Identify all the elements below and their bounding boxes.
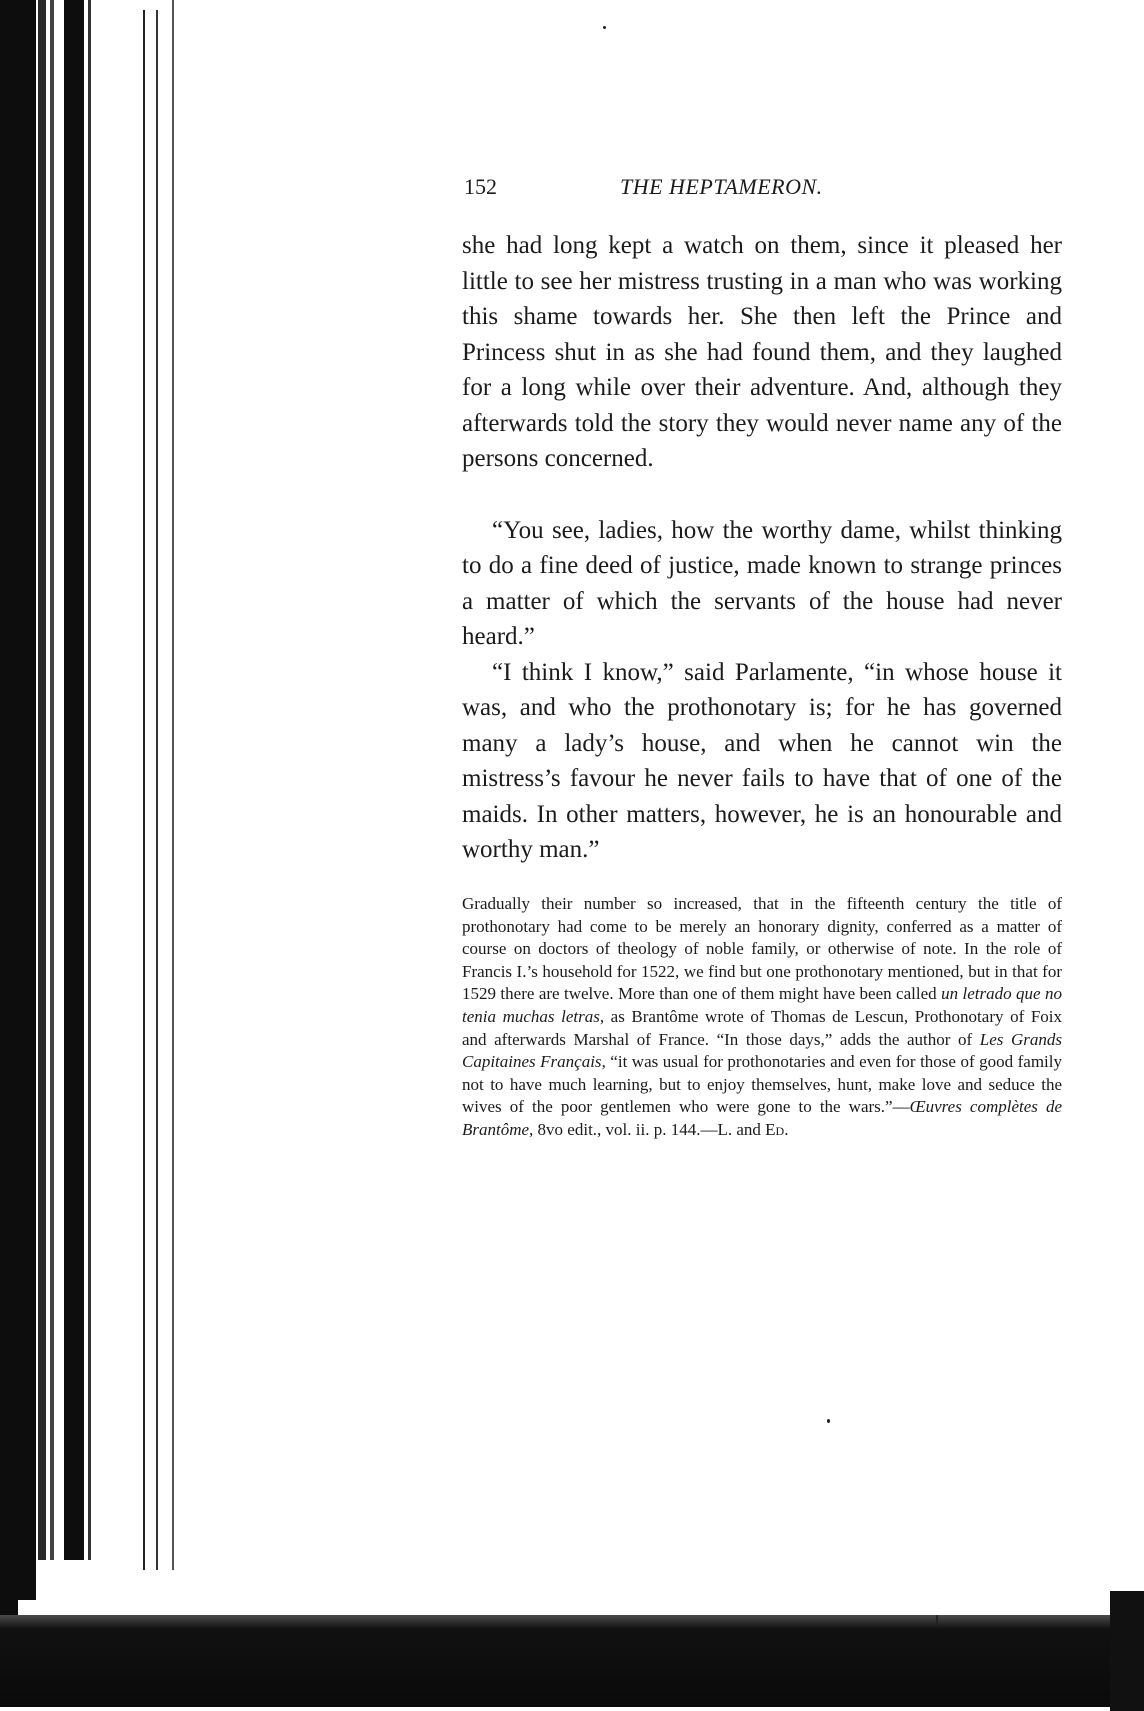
scan-speck <box>603 26 606 29</box>
page-header <box>464 174 1064 210</box>
footnote-italic: un letrado que no tenia muchas letras <box>462 984 1062 1026</box>
footnote-text: Gradually their number so increased, that in the fifteenth century the title of prothonotary had come to be merely an honorary dignity, conferred as a matter of course on doctors of theology of noble family, or otherwise of note. In the role of Francis I.’s household for 1522, we find but one prothonotary mentioned, but in that for 1529 there are twelve. More than one of them might have been called <box>462 894 1062 1004</box>
footnote-text: , as Brantôme wrote of Thomas de Lescun, Prothonotary of Foix and afterwards Marshal of France. “In those days,” adds the author of <box>462 1006 1063 1049</box>
footnote-text: , 8vo edit., vol. ii. p. 144.—L. and <box>529 1119 766 1139</box>
body-paragraph: “I think I know,” said Parlamente, “in whose house it was, and who the prothonotary is; for he has governed many a lady’s house, and when he cannot win the mistress’s favour he never fails to have that of one of the maids. In other matters, however, he is an honourable and worthy man.” <box>462 658 1062 863</box>
scan-bottom-edge <box>0 1615 1144 1707</box>
binding-spine <box>0 0 200 1707</box>
body-paragraph: she had long kept a watch on them, since it pleased her little to see her mistress trusting in a man who was working this shame towards her. She then left the Prince and Princess shut in as she had found them, and they laughed for a long while over their adventure. And, although they afterwards told the story they would never name any of the persons concerned. <box>462 232 1062 472</box>
scan-speck <box>827 1419 830 1423</box>
scan-speck <box>936 1615 938 1625</box>
main-text <box>462 228 1062 868</box>
body-paragraph: “You see, ladies, how the worthy dame, whilst thinking to do a fine deed of justice, made known to strange princes a matter of which the servants of the house had never heard.” <box>462 516 1062 650</box>
footnote-italic: Œuvres complètes de Brantôme <box>462 1097 1062 1139</box>
running-title: THE HEPTAMERON. <box>620 174 823 199</box>
scan-corner <box>1110 1591 1144 1711</box>
footnote-text: , “it was usual for prothonotaries and even for those of good family not to have much learning, but to enjoy themselves, hunt, make love and seduce the wives of the poor gentlemen who were gone to the wars.”— <box>462 1052 1062 1117</box>
footnote-italic: Les Grands Capitaines Français <box>462 1029 1063 1072</box>
page-number: 152 <box>464 174 497 199</box>
footnote-editor-mark: Ed. <box>765 1119 789 1139</box>
footnote <box>462 893 1062 1142</box>
